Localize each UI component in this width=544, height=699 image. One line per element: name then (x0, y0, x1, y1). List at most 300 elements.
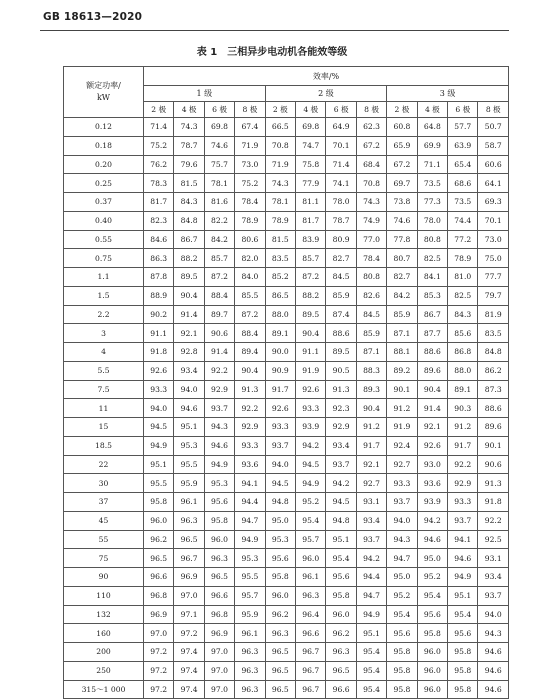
efficiency-cell: 82.2 (204, 211, 234, 230)
table-row (64, 380, 509, 399)
efficiency-cell: 90.4 (235, 361, 265, 380)
table-row (64, 661, 509, 680)
efficiency-cell: 96.7 (174, 549, 204, 568)
efficiency-cell: 77.8 (387, 230, 417, 249)
efficiency-cell: 86.8 (448, 343, 478, 362)
efficiency-cell: 94.9 (296, 474, 326, 493)
efficiency-cell: 94.5 (326, 493, 356, 512)
efficiency-cell: 95.1 (448, 586, 478, 605)
efficiency-cell: 96.9 (144, 605, 174, 624)
efficiency-cell: 91.1 (296, 343, 326, 362)
efficiency-cell: 93.3 (144, 380, 174, 399)
efficiency-cell: 88.9 (144, 286, 174, 305)
efficiency-cell: 96.8 (144, 586, 174, 605)
efficiency-cell: 73.0 (235, 155, 265, 174)
efficiency-cell: 92.7 (387, 455, 417, 474)
table-row (64, 399, 509, 418)
pole-header: 8 极 (235, 102, 265, 118)
efficiency-cell: 69.8 (204, 118, 234, 137)
efficiency-cell: 89.4 (235, 343, 265, 362)
efficiency-cell: 60.6 (478, 155, 509, 174)
efficiency-cell: 62.3 (356, 118, 386, 137)
efficiency-cell: 94.3 (478, 624, 509, 643)
efficiency-cell: 84.3 (174, 193, 204, 212)
efficiency-cell: 85.3 (417, 286, 447, 305)
efficiency-cell: 78.1 (265, 193, 295, 212)
efficiency-cell: 91.9 (296, 361, 326, 380)
efficiency-cell: 94.6 (478, 680, 509, 699)
efficiency-cell: 92.9 (448, 474, 478, 493)
efficiency-cell: 96.3 (235, 680, 265, 699)
efficiency-cell: 87.1 (387, 324, 417, 343)
efficiency-cell: 95.9 (174, 474, 204, 493)
efficiency-cell: 96.5 (174, 530, 204, 549)
rated-power-cell: 22 (64, 455, 144, 474)
efficiency-cell: 77.3 (417, 193, 447, 212)
efficiency-cell: 95.0 (387, 568, 417, 587)
efficiency-cell: 97.4 (174, 643, 204, 662)
efficiency-cell: 84.6 (144, 230, 174, 249)
efficiency-cell: 84.5 (326, 268, 356, 287)
efficiency-cell: 82.7 (387, 268, 417, 287)
efficiency-cell: 96.2 (265, 605, 295, 624)
efficiency-cell: 91.3 (478, 474, 509, 493)
efficiency-cell: 95.3 (235, 549, 265, 568)
table-row (64, 568, 509, 587)
pole-header: 8 极 (478, 102, 509, 118)
efficiency-cell: 94.3 (204, 418, 234, 437)
efficiency-cell: 86.7 (417, 305, 447, 324)
efficiency-cell: 96.0 (265, 586, 295, 605)
rated-power-cell: 45 (64, 511, 144, 530)
rated-power-cell: 3 (64, 324, 144, 343)
efficiency-cell: 95.3 (265, 530, 295, 549)
rated-power-cell: 0.20 (64, 155, 144, 174)
efficiency-cell: 92.2 (448, 455, 478, 474)
efficiency-cell: 93.7 (478, 586, 509, 605)
efficiency-cell: 95.0 (417, 549, 447, 568)
rated-power-cell: 55 (64, 530, 144, 549)
efficiency-cell: 73.8 (387, 193, 417, 212)
table-row (64, 211, 509, 230)
efficiency-cell: 78.7 (326, 211, 356, 230)
grade-header-1: 1 级 (144, 86, 266, 102)
efficiency-cell: 93.1 (356, 493, 386, 512)
efficiency-cell: 80.8 (417, 230, 447, 249)
efficiency-cell: 91.9 (387, 418, 417, 437)
efficiency-cell: 94.0 (387, 511, 417, 530)
efficiency-table (63, 66, 509, 699)
efficiency-cell: 93.3 (235, 436, 265, 455)
efficiency-cell: 94.0 (478, 605, 509, 624)
efficiency-cell: 92.6 (144, 361, 174, 380)
efficiency-cell: 80.6 (235, 230, 265, 249)
rated-power-cell: 0.12 (64, 118, 144, 137)
table-row (64, 418, 509, 437)
efficiency-cell: 94.2 (326, 474, 356, 493)
table-row (64, 624, 509, 643)
efficiency-cell: 88.2 (296, 286, 326, 305)
efficiency-cell: 94.6 (417, 530, 447, 549)
efficiency-cell: 84.0 (235, 268, 265, 287)
efficiency-cell: 96.7 (296, 661, 326, 680)
efficiency-cell: 90.4 (174, 286, 204, 305)
efficiency-cell: 94.6 (448, 549, 478, 568)
efficiency-cell: 96.6 (326, 680, 356, 699)
efficiency-cell: 94.7 (235, 511, 265, 530)
efficiency-cell: 85.7 (296, 249, 326, 268)
efficiency-cell: 91.3 (326, 380, 356, 399)
efficiency-cell: 79.6 (174, 155, 204, 174)
efficiency-cell: 88.3 (356, 361, 386, 380)
efficiency-cell: 93.3 (448, 493, 478, 512)
efficiency-cell: 95.1 (174, 418, 204, 437)
efficiency-cell: 92.8 (174, 343, 204, 362)
efficiency-cell: 83.5 (478, 324, 509, 343)
table-row (64, 305, 509, 324)
rated-power-cell: 75 (64, 549, 144, 568)
efficiency-cell: 95.1 (356, 624, 386, 643)
pole-header: 6 极 (204, 102, 234, 118)
efficiency-cell: 78.1 (204, 174, 234, 193)
rated-power-cell: 0.40 (64, 211, 144, 230)
efficiency-cell: 96.3 (265, 624, 295, 643)
efficiency-cell: 95.8 (417, 624, 447, 643)
table-row (64, 286, 509, 305)
efficiency-cell: 94.9 (235, 530, 265, 549)
efficiency-cell: 93.9 (296, 418, 326, 437)
table-row (64, 586, 509, 605)
efficiency-cell: 77.9 (296, 174, 326, 193)
efficiency-cell: 90.3 (448, 399, 478, 418)
efficiency-cell: 97.0 (174, 586, 204, 605)
efficiency-cell: 87.2 (296, 268, 326, 287)
efficiency-cell: 74.7 (296, 136, 326, 155)
efficiency-cell: 97.2 (144, 680, 174, 699)
efficiency-cell: 82.3 (144, 211, 174, 230)
efficiency-cell: 94.9 (356, 605, 386, 624)
table-row (64, 605, 509, 624)
efficiency-cell: 69.8 (296, 118, 326, 137)
efficiency-cell: 92.4 (387, 436, 417, 455)
efficiency-cell: 95.4 (448, 605, 478, 624)
efficiency-cell: 95.5 (174, 455, 204, 474)
efficiency-cell: 82.6 (356, 286, 386, 305)
efficiency-cell: 88.4 (235, 324, 265, 343)
efficiency-cell: 82.5 (417, 249, 447, 268)
efficiency-cell: 95.9 (235, 605, 265, 624)
efficiency-cell: 74.9 (356, 211, 386, 230)
efficiency-cell: 93.7 (326, 455, 356, 474)
efficiency-cell: 70.1 (326, 136, 356, 155)
efficiency-cell: 90.4 (356, 399, 386, 418)
efficiency-cell: 86.3 (144, 249, 174, 268)
efficiency-cell: 85.7 (204, 249, 234, 268)
efficiency-cell: 96.5 (265, 661, 295, 680)
efficiency-cell: 97.2 (144, 661, 174, 680)
efficiency-cell: 81.0 (448, 268, 478, 287)
rated-power-header-line1: 额定功率/ (86, 81, 121, 90)
efficiency-cell: 93.7 (356, 530, 386, 549)
efficiency-cell: 93.4 (326, 436, 356, 455)
efficiency-cell: 85.9 (387, 305, 417, 324)
efficiency-cell: 84.8 (478, 343, 509, 362)
efficiency-cell: 97.4 (174, 680, 204, 699)
efficiency-cell: 94.6 (174, 399, 204, 418)
efficiency-cell: 95.8 (204, 511, 234, 530)
rated-power-header (64, 67, 144, 118)
efficiency-cell: 81.1 (296, 193, 326, 212)
rated-power-cell: 0.37 (64, 193, 144, 212)
efficiency-cell: 58.7 (478, 136, 509, 155)
efficiency-cell: 96.5 (326, 661, 356, 680)
efficiency-cell: 94.2 (417, 511, 447, 530)
efficiency-cell: 95.4 (356, 643, 386, 662)
efficiency-cell: 68.6 (448, 174, 478, 193)
efficiency-cell: 96.7 (296, 643, 326, 662)
efficiency-cell: 95.4 (326, 549, 356, 568)
efficiency-cell: 95.3 (204, 474, 234, 493)
efficiency-cell: 89.6 (478, 418, 509, 437)
efficiency-cell: 92.9 (326, 418, 356, 437)
efficiency-cell: 87.2 (204, 268, 234, 287)
efficiency-cell: 87.2 (235, 305, 265, 324)
efficiency-cell: 95.4 (417, 586, 447, 605)
efficiency-cell: 91.7 (448, 436, 478, 455)
efficiency-cell: 81.5 (174, 174, 204, 193)
efficiency-cell: 92.6 (265, 399, 295, 418)
rated-power-cell: 1.5 (64, 286, 144, 305)
efficiency-cell: 95.8 (387, 680, 417, 699)
efficiency-cell: 96.0 (296, 549, 326, 568)
efficiency-cell: 86.5 (265, 286, 295, 305)
efficiency-cell: 90.1 (387, 380, 417, 399)
rated-power-cell: 30 (64, 474, 144, 493)
efficiency-cell: 96.3 (204, 549, 234, 568)
rated-power-cell: 110 (64, 586, 144, 605)
efficiency-cell: 95.8 (448, 643, 478, 662)
efficiency-cell: 95.1 (326, 530, 356, 549)
efficiency-cell: 94.0 (174, 380, 204, 399)
efficiency-cell: 95.8 (387, 661, 417, 680)
efficiency-cell: 93.7 (448, 511, 478, 530)
rated-power-cell: 160 (64, 624, 144, 643)
efficiency-cell: 71.4 (326, 155, 356, 174)
efficiency-cell: 85.9 (356, 324, 386, 343)
efficiency-cell: 84.2 (204, 230, 234, 249)
efficiency-cell: 70.8 (265, 136, 295, 155)
efficiency-cell: 94.6 (204, 436, 234, 455)
efficiency-cell: 85.5 (235, 286, 265, 305)
efficiency-cell: 81.9 (478, 305, 509, 324)
efficiency-cell: 78.7 (174, 136, 204, 155)
rated-power-cell: 37 (64, 493, 144, 512)
efficiency-cell: 88.4 (204, 286, 234, 305)
rated-power-cell: 4 (64, 343, 144, 362)
efficiency-cell: 67.2 (387, 155, 417, 174)
efficiency-cell: 96.2 (144, 530, 174, 549)
efficiency-cell: 93.7 (204, 399, 234, 418)
efficiency-cell: 93.7 (387, 493, 417, 512)
grade-header-2: 2 级 (265, 86, 387, 102)
efficiency-cell: 87.1 (356, 343, 386, 362)
efficiency-cell: 92.1 (356, 455, 386, 474)
efficiency-cell: 89.5 (326, 343, 356, 362)
table-row (64, 118, 509, 137)
efficiency-cell: 75.2 (235, 174, 265, 193)
efficiency-cell: 93.4 (174, 361, 204, 380)
efficiency-cell: 89.3 (356, 380, 386, 399)
pole-header: 2 极 (144, 102, 174, 118)
efficiency-cell: 96.5 (265, 643, 295, 662)
efficiency-cell: 94.9 (144, 436, 174, 455)
efficiency-cell: 95.2 (387, 586, 417, 605)
rated-power-cell: 0.25 (64, 174, 144, 193)
efficiency-cell: 97.0 (204, 680, 234, 699)
efficiency-cell: 92.6 (296, 380, 326, 399)
efficiency-cell: 94.0 (265, 455, 295, 474)
efficiency-cell: 95.7 (296, 530, 326, 549)
efficiency-cell: 73.5 (448, 193, 478, 212)
efficiency-cell: 67.4 (235, 118, 265, 137)
efficiency-cell: 78.4 (235, 193, 265, 212)
efficiency-cell: 71.9 (235, 136, 265, 155)
efficiency-cell: 71.4 (144, 118, 174, 137)
efficiency-cell: 93.1 (478, 549, 509, 568)
efficiency-cell: 96.3 (235, 661, 265, 680)
pole-header: 2 极 (265, 102, 295, 118)
efficiency-cell: 92.7 (356, 474, 386, 493)
efficiency-cell: 78.9 (448, 249, 478, 268)
efficiency-cell: 95.5 (235, 568, 265, 587)
efficiency-cell: 87.7 (417, 324, 447, 343)
efficiency-cell: 64.1 (478, 174, 509, 193)
table-row (64, 436, 509, 455)
efficiency-cell: 94.4 (235, 493, 265, 512)
efficiency-cell: 69.3 (478, 193, 509, 212)
rated-power-cell: 0.55 (64, 230, 144, 249)
efficiency-cell: 65.4 (448, 155, 478, 174)
efficiency-cell: 97.0 (204, 661, 234, 680)
efficiency-cell: 97.0 (204, 643, 234, 662)
rated-power-cell: 132 (64, 605, 144, 624)
efficiency-cell: 84.8 (174, 211, 204, 230)
efficiency-cell: 96.1 (174, 493, 204, 512)
table-row (64, 155, 509, 174)
efficiency-cell: 92.2 (235, 399, 265, 418)
efficiency-cell: 92.2 (478, 511, 509, 530)
efficiency-cell: 92.6 (417, 436, 447, 455)
efficiency-cell: 80.8 (356, 268, 386, 287)
efficiency-cell: 96.8 (204, 605, 234, 624)
efficiency-cell: 82.5 (448, 286, 478, 305)
efficiency-cell: 75.2 (144, 136, 174, 155)
rated-power-cell: 250 (64, 661, 144, 680)
efficiency-cell: 84.5 (356, 305, 386, 324)
efficiency-cell: 85.6 (448, 324, 478, 343)
efficiency-cell: 96.5 (144, 549, 174, 568)
efficiency-cell: 68.4 (356, 155, 386, 174)
grade-header-3: 3 级 (387, 86, 509, 102)
efficiency-cell: 96.6 (144, 568, 174, 587)
efficiency-cell: 84.3 (448, 305, 478, 324)
efficiency-cell: 96.7 (296, 680, 326, 699)
table-row (64, 361, 509, 380)
efficiency-cell: 74.3 (265, 174, 295, 193)
table-row (64, 474, 509, 493)
rated-power-cell: 90 (64, 568, 144, 587)
efficiency-cell: 70.1 (478, 211, 509, 230)
efficiency-cell: 89.5 (296, 305, 326, 324)
rated-power-cell: 15 (64, 418, 144, 437)
rated-power-cell: 315～1 000 (64, 680, 144, 699)
efficiency-cell: 91.2 (356, 418, 386, 437)
efficiency-cell: 88.6 (326, 324, 356, 343)
efficiency-cell: 96.0 (417, 661, 447, 680)
efficiency-cell: 89.6 (417, 361, 447, 380)
efficiency-cell: 90.6 (478, 455, 509, 474)
efficiency-cell: 97.4 (174, 661, 204, 680)
efficiency-cell: 78.3 (144, 174, 174, 193)
efficiency-cell: 91.4 (174, 305, 204, 324)
efficiency-cell: 85.9 (326, 286, 356, 305)
efficiency-cell: 97.2 (174, 624, 204, 643)
efficiency-cell: 75.0 (478, 249, 509, 268)
efficiency-cell: 93.7 (265, 436, 295, 455)
efficiency-cell: 78.9 (235, 211, 265, 230)
table-row (64, 174, 509, 193)
rated-power-cell: 1.1 (64, 268, 144, 287)
efficiency-cell: 90.6 (204, 324, 234, 343)
rated-power-cell: 5.5 (64, 361, 144, 380)
efficiency-cell: 96.0 (204, 530, 234, 549)
efficiency-cell: 94.8 (326, 511, 356, 530)
efficiency-cell: 93.0 (417, 455, 447, 474)
pole-header: 2 极 (387, 102, 417, 118)
efficiency-cell: 95.6 (387, 624, 417, 643)
efficiency-cell: 81.5 (265, 230, 295, 249)
efficiency-cell: 94.8 (265, 493, 295, 512)
efficiency-cell: 92.2 (204, 361, 234, 380)
efficiency-cell: 96.1 (235, 624, 265, 643)
efficiency-cell: 90.9 (265, 361, 295, 380)
efficiency-cell: 81.7 (296, 211, 326, 230)
table-row (64, 268, 509, 287)
efficiency-cell: 96.0 (417, 643, 447, 662)
efficiency-cell: 92.9 (235, 418, 265, 437)
rated-power-cell: 18.5 (64, 436, 144, 455)
table-row (64, 643, 509, 662)
efficiency-cell: 87.4 (326, 305, 356, 324)
efficiency-cell: 60.8 (387, 118, 417, 137)
efficiency-cell: 77.7 (478, 268, 509, 287)
efficiency-cell: 92.3 (326, 399, 356, 418)
efficiency-cell: 96.0 (417, 680, 447, 699)
efficiency-cell: 95.8 (326, 586, 356, 605)
efficiency-cell: 50.7 (478, 118, 509, 137)
efficiency-cell: 89.7 (204, 305, 234, 324)
efficiency-cell: 63.9 (448, 136, 478, 155)
efficiency-cell: 91.8 (144, 343, 174, 362)
efficiency-cell: 94.9 (448, 568, 478, 587)
efficiency-cell: 83.9 (296, 230, 326, 249)
efficiency-cell: 91.7 (356, 436, 386, 455)
efficiency-cell: 69.9 (417, 136, 447, 155)
efficiency-cell: 95.4 (356, 680, 386, 699)
efficiency-cell: 88.0 (265, 305, 295, 324)
efficiency-cell: 64.9 (326, 118, 356, 137)
efficiency-cell: 81.6 (204, 193, 234, 212)
